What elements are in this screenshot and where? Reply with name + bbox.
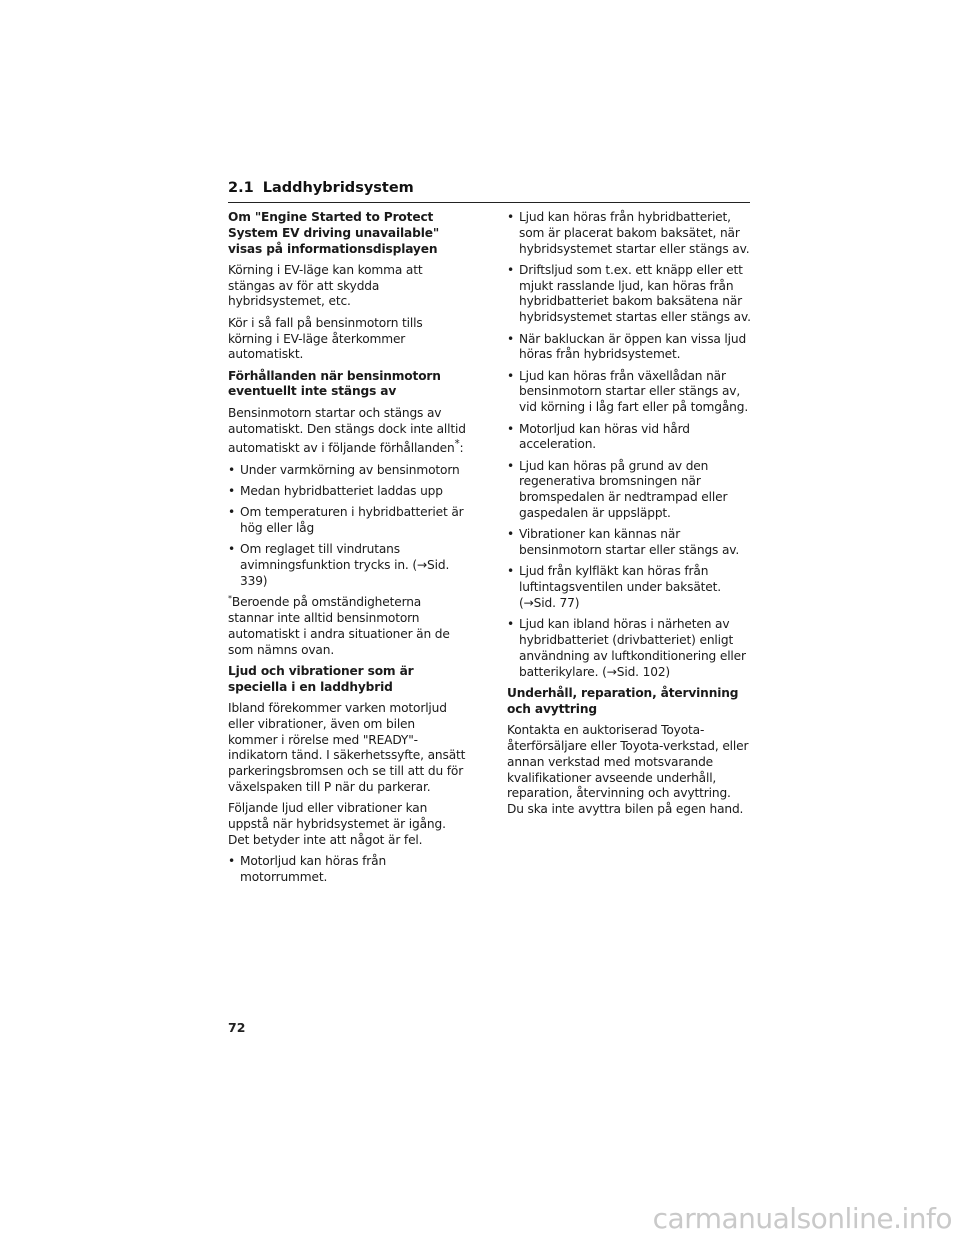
section-title: Laddhybridsystem: [262, 180, 414, 196]
list-item: • Ljud kan ibland höras i närheten av hybridbatteriet (drivbatteriet) enligt användning av luftkonditionering eller batterikylare. (→Sid. 102): [507, 617, 751, 680]
paragraph: Körning i EV-läge kan komma att stängas av för att skydda hybridsystemet, etc.: [228, 262, 423, 309]
paragraph-colon: :: [459, 441, 464, 456]
paragraph: Ibland förekommer varken motorljud eller vibrationer, även om bilen kommer i rörelse med "READY"-indikatorn tänd. I säkerhetssyfte, ansätt parkeringsbromsen och se till att du för växelspaken till P när du parkerar.: [228, 701, 466, 795]
list-item: • Under varmkörning av bensinmotorn: [228, 463, 466, 479]
heading-engine-conditions: Förhållanden när bensinmotorn eventuellt inte stängs av: [228, 368, 441, 399]
paragraph: Kontakta en auktoriserad Toyota-återförsäljare eller Toyota-verkstad, eller annan verkstad med motsvarande kvalifikationer avseende underhåll, reparation, återvinning och avyttring. Du ska inte avyttra bilen på egen hand.: [507, 723, 749, 817]
right-column: [507, 210, 751, 823]
list-item: • Medan hybridbatteriet laddas upp: [228, 484, 466, 500]
list-item: • Ljud kan höras från växellådan när bensinmotorn startar eller stängs av, vid körning i låg fart eller på tomgång.: [507, 369, 751, 416]
heading-engine-started: Om "Engine Started to Protect System EV driving unavailable" visas på informationsdisplayen: [228, 210, 440, 256]
paragraph-conditions: [228, 406, 466, 457]
list-item: • Om reglaget till vindrutans avimningsfunktion trycks in. (→Sid. 339): [228, 542, 466, 589]
list-item: • När bakluckan är öppen kan vissa ljud höras från hybridsystemet.: [507, 332, 751, 364]
heading-sounds-vibrations: Ljud och vibrationer som är speciella i en laddhybrid: [228, 663, 414, 694]
list-item: • Driftsljud som t.ex. ett knäpp eller ett mjukt rasslande ljud, kan höras från hybridbatteriet bakom baksätena när hybridsystemet startas eller stängs av.: [507, 263, 751, 326]
list-item: • Ljud från kylfläkt kan höras från luftintagsventilen under baksätet. (→Sid. 77): [507, 564, 751, 611]
footnote-mark: *: [228, 594, 232, 604]
list-item: • Ljud kan höras från hybridbatteriet, som är placerat bakom baksätet, när hybridsystemet startar eller stängs av.: [507, 210, 751, 257]
page-number: 72: [228, 1020, 246, 1035]
paragraph-text: Bensinmotorn startar och stängs av automatiskt. Den stängs dock inte alltid automatiskt av i följande förhållanden: [228, 405, 466, 456]
footnote: [228, 595, 466, 658]
watermark: carmanualsonline.info: [652, 1202, 952, 1235]
section-number: 2.1: [228, 180, 254, 196]
list-item: • Vibrationer kan kännas när bensinmotorn startar eller stängs av.: [507, 527, 751, 559]
paragraph: Kör i så fall på bensinmotorn tills körning i EV-läge återkommer automatiskt.: [228, 315, 423, 362]
footnote-mark: *: [454, 439, 460, 451]
list-item: • Motorljud kan höras från motorrummet.: [228, 854, 466, 886]
section-header: [228, 178, 750, 203]
paragraph: Följande ljud eller vibrationer kan uppstå när hybridsystemet är igång. Det betyder inte att något är fel.: [228, 801, 446, 847]
footnote-text: Beroende på omständigheterna stannar inte alltid bensinmotorn automatiskt i andra situationer än de som nämns ovan.: [228, 595, 450, 657]
list-item: • Motorljud kan höras vid hård acceleration.: [507, 422, 751, 454]
left-column: [228, 210, 466, 891]
list-item: • Ljud kan höras på grund av den regenerativa bromsningen när bromspedalen är nedtrampad eller gaspedalen är uppsläppt.: [507, 459, 751, 522]
list-item: • Om temperaturen i hybridbatteriet är hög eller låg: [228, 505, 466, 537]
heading-maintenance: Underhåll, reparation, återvinning och avyttring: [507, 686, 739, 716]
